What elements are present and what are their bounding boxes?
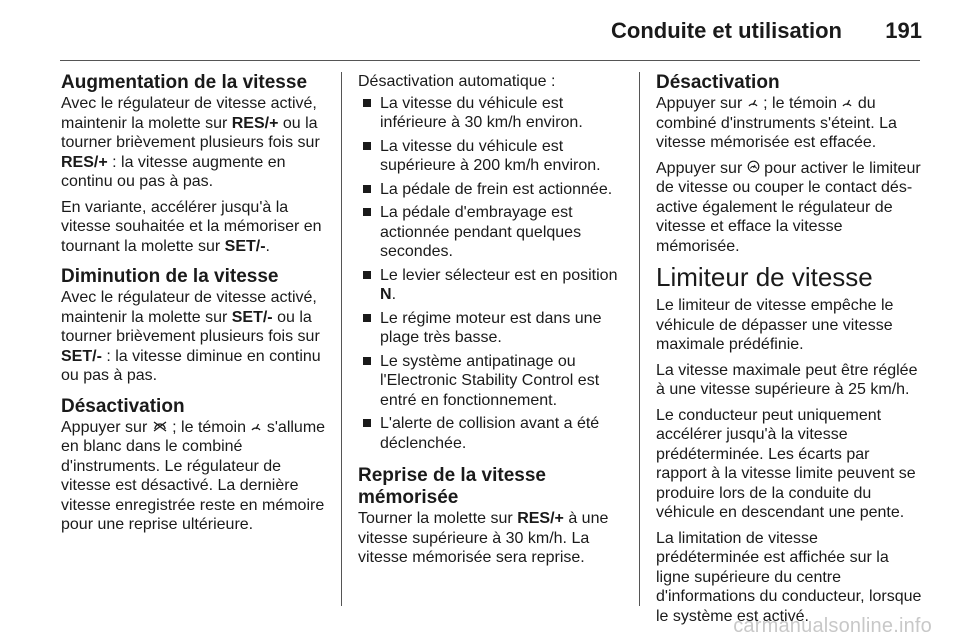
list-item xyxy=(358,266,624,305)
auto-deactivation-list xyxy=(358,94,624,454)
chapter-heading: Limiteur de vitesse xyxy=(656,262,873,292)
paragraph xyxy=(656,94,924,153)
text: . xyxy=(391,286,397,303)
section-resume-speed xyxy=(358,465,624,568)
text: ou la tourner brièvement plusieurs fois sur xyxy=(61,308,320,345)
text: ; le témoin xyxy=(167,418,251,436)
text: En variante, accélérer jusqu'à la vitesse souhaitée et la mémoriser en tournant la molette sur xyxy=(61,198,322,255)
column-3 xyxy=(656,72,924,632)
paragraph: Le limiteur de vitesse empêche le véhicule de dépasser une vitesse maximale prédéfinie. xyxy=(656,297,894,353)
list-item: Le régime moteur est dans une plage très basse. xyxy=(358,309,624,348)
section-heading: Désactivation xyxy=(61,395,185,417)
paragraph: Désactivation automatique : xyxy=(358,73,556,90)
section-heading: Augmentation de la vitesse xyxy=(61,72,308,93)
list-item: La pédale de frein est actionnée. xyxy=(358,180,624,200)
paragraph xyxy=(61,418,329,535)
text: Appuyer sur xyxy=(656,159,747,177)
list-item: La vitesse du véhicule est inférieure à 30 km/h environ. xyxy=(358,94,624,133)
paragraph: La vitesse maximale peut être réglée à une vitesse supérieure à 25 km/h. xyxy=(656,361,918,398)
section-speed-increase xyxy=(61,72,329,256)
section-heading: Reprise de la vitesse mémorisée xyxy=(358,465,546,508)
control-label: RES/+ xyxy=(61,153,108,171)
list-item: L'alerte de collision avant a été déclenchée. xyxy=(358,414,624,453)
paragraph xyxy=(656,159,924,257)
paragraph xyxy=(61,198,329,257)
text: s'allume en blanc dans le combiné d'instruments. Le régulateur de vitesse est désactivé. La dernière vitesse enregistrée reste en mémoire pour une reprise ultérieure. xyxy=(61,418,326,533)
speed-limiter-icon xyxy=(747,160,760,175)
text: ou la tourner brièvement plusieurs fois sur xyxy=(61,114,320,151)
column-1 xyxy=(61,72,329,541)
control-label: N xyxy=(380,286,392,303)
column-divider-1 xyxy=(341,72,342,606)
page-number: 191 xyxy=(885,18,922,43)
control-label: SET/- xyxy=(61,347,102,365)
cruise-control-indicator-icon xyxy=(841,96,853,110)
text: Appuyer sur xyxy=(656,95,747,112)
text: : la vitesse augmente en continu ou pas à pas. xyxy=(61,153,286,190)
text: . xyxy=(265,237,270,255)
watermark: carmanualsonline.info xyxy=(733,615,932,637)
cruise-control-indicator-icon xyxy=(250,420,262,434)
section-heading: Diminution de la vitesse xyxy=(61,266,279,287)
list-item: Le système antipatinage ou l'Electronic Stability Control est entré en fonctionnement. xyxy=(358,352,624,411)
paragraph xyxy=(61,288,329,386)
text: Tourner la molette sur xyxy=(358,510,518,527)
header-rule xyxy=(60,60,920,61)
section-speed-limiter xyxy=(656,262,924,626)
cruise-control-cancel-icon xyxy=(152,420,168,434)
text: Le levier sélecteur est en position xyxy=(380,266,618,284)
paragraph: La limitation de vitesse prédéterminée est affichée sur la ligne supérieure du centre d'informations du conducteur, lorsque le système est activé. xyxy=(656,529,922,625)
list-item: La vitesse du véhicule est supérieure à 200 km/h environ. xyxy=(358,137,624,176)
control-label: SET/- xyxy=(231,308,273,326)
section-heading: Désactivation xyxy=(656,72,780,93)
text: Avec le régulateur de vitesse activé, maintenir la molette sur xyxy=(61,289,317,326)
list-item: La pédale d'embrayage est actionnée pendant quelques secondes. xyxy=(358,203,624,262)
control-label: SET/- xyxy=(224,237,266,255)
control-label: RES/+ xyxy=(517,510,564,527)
text: pour activer le limiteur de vitesse ou couper le contact dés-active également le régulateur de vitesse et efface la vitesse mémorisée. xyxy=(656,159,921,255)
paragraph: Le conducteur peut uniquement accélérer jusqu'à la vitesse prédéterminée. Les écarts par rapport à la vitesse limite peuvent se produire lors de la conduite du véhicule en descendant une pente. xyxy=(656,406,916,521)
paragraph xyxy=(61,94,329,192)
text: ; le témoin xyxy=(758,95,842,112)
page-header xyxy=(0,0,960,60)
column-divider-2 xyxy=(639,72,640,606)
control-label: RES/+ xyxy=(231,114,279,132)
section-speed-decrease xyxy=(61,266,329,386)
text: Appuyer sur xyxy=(61,418,152,436)
column-2 xyxy=(358,72,624,574)
cruise-control-indicator-icon xyxy=(747,96,759,110)
text: du combiné d'instruments s'éteint. La vitesse mémorisée est effacée. xyxy=(656,95,897,151)
text: à une vitesse supérieure à 30 km/h. La vitesse mémorisée sera reprise. xyxy=(358,510,609,566)
section-deactivation xyxy=(61,396,329,535)
page-title: Conduite et utilisation xyxy=(611,18,842,43)
section-deactivation-2 xyxy=(656,72,924,256)
text: Avec le régulateur de vitesse activé, maintenir la molette sur xyxy=(61,95,317,132)
text: : la vitesse diminue en continu ou pas à pas. xyxy=(61,347,321,384)
paragraph xyxy=(358,509,624,568)
